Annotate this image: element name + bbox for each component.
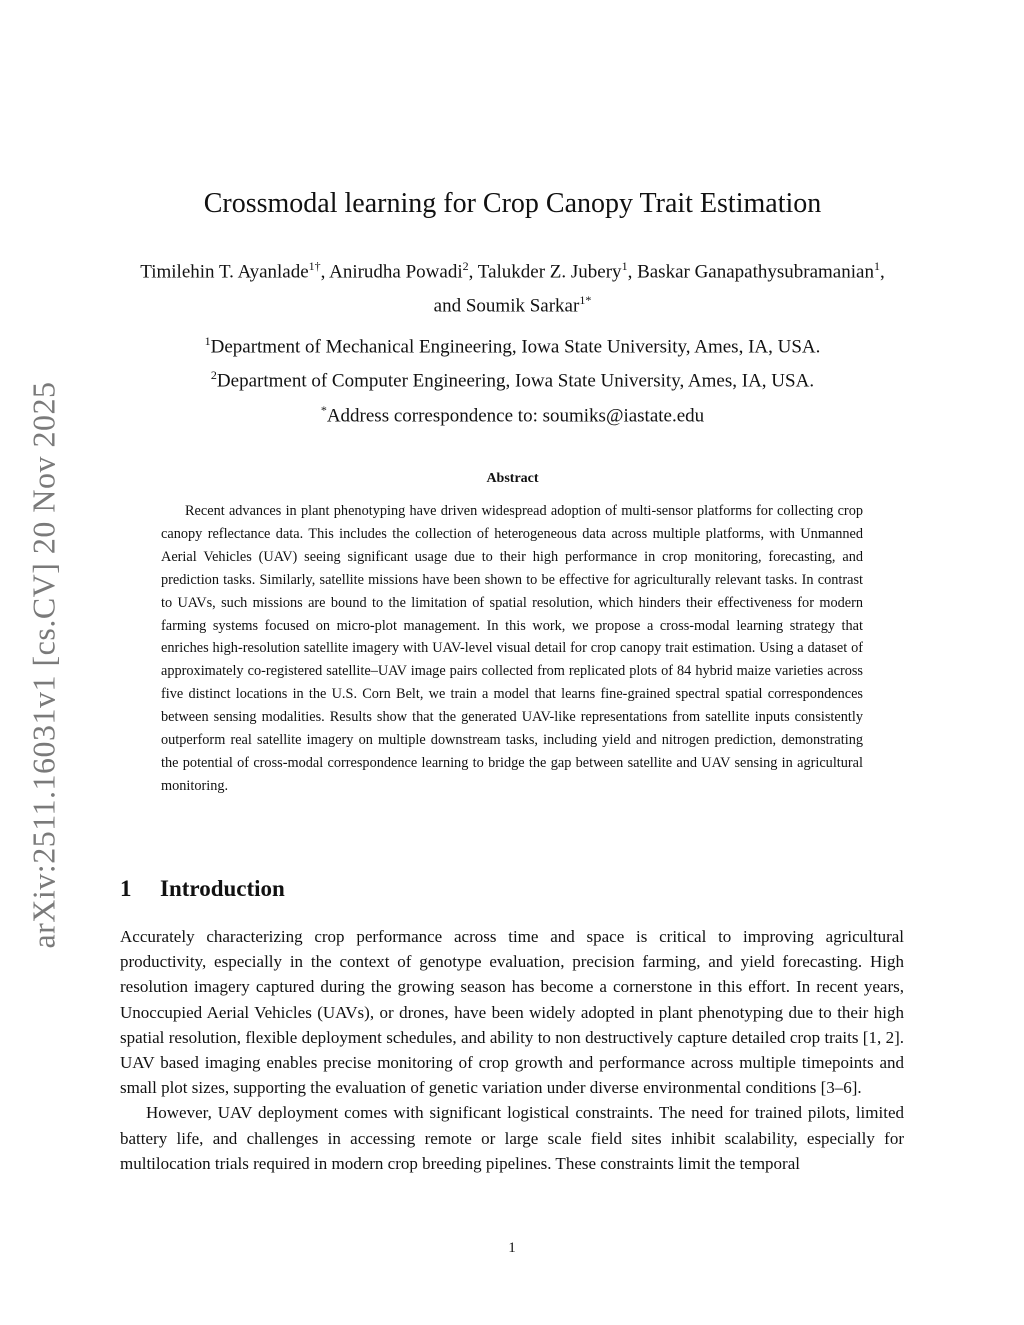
author-separator: , and <box>433 261 885 317</box>
arxiv-identifier[interactable]: arXiv:2511.16031v1 [cs.CV] 20 Nov 2025 <box>25 381 62 949</box>
affiliation-text: Department of Computer Engineering, Iowa State University, Ames, IA, USA. <box>216 370 815 392</box>
abstract-body: Recent advances in plant phenotyping have driven widespread adoption of multi-sensor platforms for collecting crop canopy reflectance data. This includes the collection of heterogeneous data across multiple platforms, with Unmanned Aerial Vehicles (UAV) seeing significant usage due to their high performance in crop monitoring, forecasting, and prediction tasks. Similarly, satellite missions have been shown to be effective for agriculturally relevant tasks. In contrast to UAVs, such missions are bound to the limitation of spatial resolution, which hinders their effectiveness for modern farming systems focused on micro-plot management. In this work, we propose a cross-modal learning strategy that enriches high-resolution satellite imagery with UAV-level visual detail for crop canopy trait estimation. Using a dataset of approximately co-registered satellite–UAV image pairs collected from replicated plots of 84 hybrid maize varieties across five distinct locations in the U.S. Corn Belt, we train a model that learns fine-grained spectral spatial correspondences between sensing modalities. Results show that the generated UAV-like representations from satellite inputs consistently outperform real satellite imagery on multiple downstream tasks, including yield and nitrogen prediction, demonstrating the potential of cross-modal correspondence learning to bridge the gap between satellite and UAV sensing in agricultural monitoring. <box>161 503 863 794</box>
author-affiliation-mark: 1* <box>579 293 592 308</box>
author: Anirudha Powadi <box>329 261 463 283</box>
author: Soumik Sarkar <box>465 295 580 317</box>
author-affiliation-mark: 1 <box>873 259 880 273</box>
affiliation-mark: 2 <box>210 368 217 383</box>
affiliation-mark: 1 <box>204 334 211 348</box>
author: Timilehin T. Ayanlade <box>140 261 309 283</box>
affiliation-list <box>120 327 905 430</box>
section-heading <box>120 876 285 902</box>
affiliation <box>120 361 905 395</box>
author-affiliation-mark: 2 <box>462 259 469 273</box>
author-list <box>140 252 885 321</box>
paper-title: Crossmodal learning for Crop Canopy Trait Estimation <box>203 188 822 219</box>
paragraph: Accurately characterizing crop performance across time and space is critical to improving agricultural productivity, especially in the context of genotype evaluation, precision farming, and yield forecasting. High resolution imagery captured during the growing season has become a cornerstone in this effort. In recent years, Unoccupied Aerial Vehicles (UAVs), or drones, have been widely adopted in plant phenotyping due to their high spatial resolution, flexible deployment schedules, and ability to non destructively capture detailed crop traits [1, 2]. UAV based imaging enables precise monitoring of crop growth and performance across multiple timepoints and small plot sizes, supporting the evaluation of genetic variation under diverse environmental conditions [3–6]. <box>120 927 904 1098</box>
section-title: Introduction <box>160 876 285 901</box>
author-affiliation-mark: 1 <box>621 259 628 273</box>
page-number: 1 <box>508 1240 516 1256</box>
author-separator: , <box>320 261 330 283</box>
author: Baskar Ganapathysubramanian <box>637 261 874 283</box>
author-separator: , <box>627 261 638 283</box>
correspondence <box>120 396 905 430</box>
affiliation-mark: * <box>320 402 327 417</box>
section-number: 1 <box>120 876 132 901</box>
affiliation-text: Department of Mechanical Engineering, Iowa State University, Ames, IA, USA. <box>210 336 821 358</box>
abstract-heading: Abstract <box>486 471 539 486</box>
paragraph: However, UAV deployment comes with significant logistical constraints. The need for trained pilots, limited battery life, and challenges in accessing remote or large scale field sites inhibit scalability, especially for multilocation trials required in modern crop breeding pipelines. These constraints limit the temporal <box>120 1103 904 1173</box>
author-separator: , <box>468 261 478 283</box>
author-affiliation-mark: 1† <box>308 259 321 273</box>
section-body <box>120 924 904 1176</box>
correspondence-text: Address correspondence to: soumiks@iastate.edu <box>326 404 705 426</box>
author: Talukder Z. Jubery <box>477 261 622 283</box>
affiliation <box>120 327 905 361</box>
